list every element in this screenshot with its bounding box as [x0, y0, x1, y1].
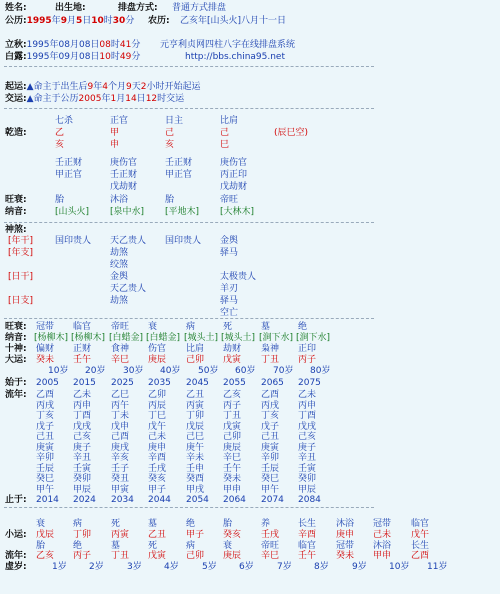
dayun-liunian: 甲辰 — [73, 484, 92, 495]
dayun-liunian: 庚辰 — [223, 442, 242, 453]
dayun-liunian: 辛酉 — [148, 453, 167, 463]
dayun-liunian: 丙戌 — [36, 400, 55, 411]
dayun-liunian: 庚戌 — [111, 442, 130, 453]
dayun-end: 2074 — [261, 495, 284, 505]
dayun-age: 50岁 — [198, 366, 219, 376]
dayun-liunian: 己卯 — [223, 432, 242, 442]
jiaoyun-row: 交运:▲命主于公历2005年1月14日12时交运 — [5, 94, 185, 104]
xiaoyun-wangshuai2: 帝旺 — [261, 541, 280, 551]
nayin-label: 纳音: — [5, 207, 27, 217]
xiaoyun-wangshuai: 临官 — [411, 519, 430, 529]
dayun-liunian: 丙申 — [73, 400, 92, 411]
xiaoyun-wangshuai: 病 — [73, 519, 83, 529]
pillar-gan: 甲 — [110, 128, 120, 138]
shensha-key: [日支] — [8, 296, 34, 306]
dayun-nayin: [杨柳木] — [71, 333, 106, 343]
gongli-year: 1995 — [26, 16, 52, 26]
bullet-icon: ▲ — [26, 82, 34, 92]
dayun-liunian: 癸亥 — [148, 474, 167, 484]
shensha-item: 太极贵人 — [220, 272, 257, 282]
dayun-liunian: 壬寅 — [298, 463, 317, 474]
xiaoyun-xusui: 7岁 — [277, 562, 292, 572]
dayun-liunian: 丙寅 — [186, 400, 205, 411]
dayun-liunian: 乙未 — [73, 390, 92, 400]
dayun-liunian: 丁卯 — [186, 411, 205, 421]
method-label: 排盘方式: — [118, 3, 158, 13]
dayun-wangshuai: 病 — [186, 322, 196, 332]
dayun-liunian: 辛未 — [186, 453, 205, 463]
dayun-liunian: 己酉 — [111, 432, 130, 442]
dayun-start: 2075 — [298, 378, 321, 388]
dayun-start: 2055 — [223, 378, 246, 388]
xiaoyun-ganzhi: 丁卯 — [73, 530, 92, 540]
divider — [4, 318, 374, 319]
xiaoyun-wangshuai2: 沐浴 — [373, 541, 392, 551]
pillar-canggan: 庚伤官 — [220, 158, 248, 168]
xiaoyun-liunian: 戊寅 — [148, 551, 167, 561]
xiaoyun-xusui: 6岁 — [239, 562, 254, 572]
dayun-liunian: 丁亥 — [36, 411, 55, 421]
xiaoyun-wangshuai2: 绝 — [73, 541, 83, 551]
pillar-canggan: 壬正财 — [55, 158, 83, 168]
dayun-nayin: [白蜡金] — [109, 333, 144, 343]
dayun-age: 10岁 — [48, 366, 69, 376]
dayun-start: 2025 — [111, 378, 134, 388]
dayun-liunian: 甲辰 — [298, 484, 317, 495]
pillar-canggan: 甲正官 — [55, 170, 83, 180]
xiaoyun-wangshuai: 养 — [261, 519, 271, 529]
xiaoyun-wangshuai2: 胎 — [36, 541, 46, 551]
pillar-gan: 己 — [165, 128, 175, 138]
nongli-label: 农历: — [148, 16, 170, 26]
xiaoyun-xusui: 3岁 — [127, 562, 142, 572]
dayun-liunian: 戊子 — [261, 421, 280, 432]
dayun-ganzhi: 辛巳 — [111, 355, 130, 365]
dayun-liunian: 辛巳 — [223, 453, 242, 463]
dayun-liunian: 戊午 — [148, 421, 167, 432]
xiaoyun-wangshuai2: 冠带 — [336, 541, 355, 551]
dayun-shishen: 正印 — [298, 344, 317, 354]
dayun-liunian: 乙巳 — [111, 390, 130, 400]
dayun-liunian-label: 流年: — [5, 390, 27, 400]
dayun-ganzhi: 壬午 — [73, 355, 92, 365]
xiaoyun-liunian: 庚辰 — [223, 551, 242, 561]
dayun-ganzhi-label: 大运: — [5, 355, 27, 365]
dayun-age: 60岁 — [235, 366, 256, 376]
dayun-ganzhi: 丙子 — [298, 355, 317, 365]
dayun-liunian: 癸巳 — [261, 474, 280, 484]
shensha-item: 国印贵人 — [165, 236, 202, 246]
xiaoyun-liunian: 丁丑 — [111, 551, 130, 561]
dayun-liunian: 己亥 — [298, 432, 317, 442]
dayun-start: 2035 — [148, 378, 171, 388]
dayun-liunian: 戊戌 — [73, 421, 92, 432]
dayun-liunian: 甲申 — [223, 484, 242, 495]
pillar-canggan: 戊劫财 — [220, 182, 248, 192]
dayun-liunian: 癸巳 — [36, 474, 55, 484]
dayun-age: 80岁 — [310, 366, 331, 376]
dayun-nayin: [涧下水] — [296, 333, 331, 343]
dayun-wangshuai: 衰 — [148, 322, 158, 332]
qianzao-label: 乾造: — [5, 128, 27, 138]
xiaoyun-ganzhi: 己未 — [373, 530, 392, 540]
xiaoyun-wangshuai: 胎 — [223, 519, 233, 529]
xiaoyun-wangshuai: 沐浴 — [336, 519, 355, 529]
dayun-liunian: 戊申 — [111, 421, 130, 432]
pillar-wangshuai: 沐浴 — [110, 195, 129, 205]
dayun-start: 2065 — [261, 378, 284, 388]
dayun-liunian: 壬申 — [186, 463, 205, 474]
pillar-shishen: 正官 — [110, 116, 129, 126]
pillar-shishen: 日主 — [165, 116, 184, 126]
shensha-item: 天乙贵人 — [110, 236, 147, 246]
dayun-ganzhi: 戊寅 — [223, 355, 242, 365]
dayun-shishen: 劫财 — [223, 344, 242, 354]
xiaoyun-liunian: 甲申 — [373, 551, 392, 561]
dayun-liunian: 丙戌 — [261, 400, 280, 411]
dayun-liunian: 丙申 — [298, 400, 317, 411]
qiyun-row: 起运:▲命主于出生后9年4个月9天2小时开始起运 — [5, 82, 201, 92]
dayun-liunian: 甲午 — [261, 484, 280, 495]
dayun-liunian: 壬戌 — [148, 463, 167, 474]
dayun-nayin: [白蜡金] — [146, 333, 181, 343]
xiaoyun-ganzhi: 癸亥 — [223, 530, 242, 540]
dayun-liunian: 辛丑 — [73, 453, 92, 463]
dayun-ganzhi: 癸未 — [36, 355, 55, 365]
dayun-wangshuai: 冠带 — [36, 322, 55, 332]
xiaoyun-wangshuai: 死 — [111, 519, 121, 529]
dayun-shishen: 正财 — [73, 344, 92, 354]
dayun-liunian: 丁丑 — [223, 411, 242, 421]
xiaoyun-wangshuai: 冠带 — [373, 519, 392, 529]
dayun-liunian: 乙丑 — [186, 390, 205, 400]
xiaoyun-wangshuai: 墓 — [148, 519, 158, 529]
dayun-liunian: 己丑 — [261, 432, 280, 442]
dayun-liunian: 丙午 — [111, 400, 130, 411]
dayun-liunian: 戊辰 — [186, 421, 205, 432]
dayun-liunian: 己丑 — [36, 432, 55, 442]
xiaoyun-xusui: 4岁 — [164, 562, 179, 572]
dayun-liunian: 壬辰 — [261, 463, 280, 474]
dayun-end: 2014 — [36, 495, 59, 505]
xiaoyun-ganzhi: 戊午 — [411, 530, 430, 540]
dayun-liunian: 丁酉 — [298, 411, 317, 421]
dayun-liunian: 辛亥 — [111, 453, 130, 463]
xiaoyun-liunian: 辛巳 — [261, 551, 280, 561]
pillar-zhi: 亥 — [55, 140, 65, 150]
shensha-item: 金舆 — [220, 236, 239, 246]
dayun-liunian: 乙未 — [298, 390, 317, 400]
dayun-start: 2015 — [73, 378, 96, 388]
dayun-wangshuai: 临官 — [73, 322, 92, 332]
shensha-item: 金舆 — [110, 272, 129, 282]
pillar-gan: 乙 — [55, 128, 65, 138]
dayun-liunian: 戊子 — [36, 421, 55, 432]
xiaoyun-liunian: 丙子 — [73, 551, 92, 561]
shensha-item: 天乙贵人 — [110, 284, 147, 294]
xiaoyun-ganzhi: 辛酉 — [298, 530, 317, 540]
dayun-liunian: 庚寅 — [261, 442, 280, 453]
dayun-nayin: [城头土] — [184, 333, 219, 343]
dayun-liunian: 戊寅 — [223, 421, 242, 432]
pillar-gan: 己 — [220, 128, 230, 138]
pillar-wangshuai: 胎 — [55, 195, 65, 205]
xiaoyun-xusui: 11岁 — [427, 562, 448, 572]
dayun-end: 2044 — [148, 495, 171, 505]
dayun-liunian: 癸丑 — [111, 474, 130, 484]
dayun-liunian: 己巳 — [186, 432, 205, 442]
dayun-wangshuai: 墓 — [261, 322, 271, 332]
dayun-liunian: 壬寅 — [73, 463, 92, 474]
pillar-zhi: 申 — [110, 140, 120, 150]
dayun-liunian: 甲寅 — [111, 484, 130, 495]
xiaoyun-wangshuai2: 临官 — [298, 541, 317, 551]
divider — [4, 108, 374, 109]
pillar-shishen: 比肩 — [220, 116, 239, 126]
xiaoyun-ganzhi: 戊辰 — [36, 530, 55, 540]
dayun-wangshuai: 绝 — [298, 322, 308, 332]
name-label: 姓名: — [5, 3, 27, 13]
dayun-liunian: 丁酉 — [73, 411, 92, 421]
site-name: 元亨利贞网四柱八字在线排盘系统 — [160, 40, 296, 50]
dayun-nayin: [涧下水] — [259, 333, 294, 343]
dayun-shishen: 食神 — [111, 344, 130, 354]
dayun-liunian: 己未 — [148, 432, 167, 442]
dayun-age: 70岁 — [273, 366, 294, 376]
xiaoyun-wangshuai2: 死 — [148, 541, 158, 551]
shensha-key: [年支] — [8, 248, 34, 258]
method-value: 普通方式排盘 — [172, 3, 227, 13]
xiaoyun-wangshuai2: 长生 — [411, 541, 430, 551]
pillar-canggan: 壬正财 — [165, 158, 193, 168]
nongli-value: 乙亥年[山头火]八月十一日 — [180, 16, 287, 26]
dayun-nayin-label: 纳音: — [5, 333, 27, 343]
shensha-item: 绞煞 — [110, 260, 129, 270]
dayun-age: 20岁 — [85, 366, 106, 376]
shensha-item: 羊刃 — [220, 284, 239, 294]
xiaoyun-ganzhi: 庚申 — [336, 530, 355, 540]
pillar-nayin: [平地木] — [165, 207, 200, 217]
xiaoyun-liunian: 壬午 — [298, 551, 317, 561]
divider — [4, 507, 374, 508]
dayun-liunian: 庚子 — [73, 442, 92, 453]
dayun-end-label: 止于: — [5, 495, 27, 505]
shensha-key: [日干] — [8, 272, 34, 282]
shensha-item: 空亡 — [220, 308, 239, 318]
divider — [4, 222, 374, 223]
pillar-canggan: 戊劫财 — [110, 182, 138, 192]
xiaoyun-ganzhi: 乙丑 — [148, 530, 167, 540]
dayun-start: 2005 — [36, 378, 59, 388]
shensha-item: 劫煞 — [110, 296, 129, 306]
birthplace-label: 出生地: — [55, 3, 86, 13]
dayun-nayin: [杨柳木] — [34, 333, 69, 343]
xiaoyun-wangshuai: 长生 — [298, 519, 317, 529]
dayun-liunian: 癸未 — [223, 474, 242, 484]
dayun-shishen: 伤官 — [148, 344, 167, 354]
wangshuai-label: 旺衰: — [5, 195, 27, 205]
dayun-end: 2084 — [298, 495, 321, 505]
pillar-nayin: [山头火] — [55, 207, 90, 217]
dayun-liunian: 癸卯 — [73, 474, 92, 484]
xiaoyun-liunian-label: 流年: — [5, 551, 27, 561]
dayun-liunian: 庚寅 — [36, 442, 55, 453]
shensha-item: 驿马 — [220, 248, 239, 258]
xiaoyun-xusui: 8岁 — [314, 562, 329, 572]
pillar-canggan: 壬正财 — [110, 170, 138, 180]
shensha-item: 国印贵人 — [55, 236, 92, 246]
dayun-liunian: 甲子 — [148, 484, 167, 495]
dayun-wangshuai-label: 旺衰: — [5, 322, 27, 332]
gongli-row: 公历:1995年9月5日10时30分 — [5, 16, 135, 26]
dayun-liunian: 己亥 — [73, 432, 92, 442]
pillar-nayin: [泉中水] — [110, 207, 145, 217]
dayun-liunian: 乙酉 — [36, 390, 55, 400]
dayun-wangshuai: 帝旺 — [111, 322, 130, 332]
dayun-end: 2024 — [73, 495, 96, 505]
xiaoyun-xusui: 5岁 — [202, 562, 217, 572]
dayun-liunian: 壬辰 — [36, 463, 55, 474]
xiaoyun-xusui: 10岁 — [389, 562, 410, 572]
pillar-zhi: 巳 — [220, 140, 230, 150]
xiaoyun-ganzhi: 丙寅 — [111, 530, 130, 540]
dayun-nayin: [城头土] — [221, 333, 256, 343]
dayun-liunian: 乙亥 — [223, 390, 242, 400]
dayun-liunian: 丙子 — [223, 400, 242, 411]
dayun-liunian: 丁未 — [111, 411, 130, 421]
kongwang-note: (辰巳空) — [274, 128, 309, 138]
dayun-liunian: 丙辰 — [148, 400, 167, 411]
xiaoyun-wangshuai2: 衰 — [223, 541, 233, 551]
xiaoyun-wangshuai: 绝 — [186, 519, 196, 529]
xiaoyun-label: 小运: — [5, 530, 27, 540]
pillar-shishen: 七杀 — [55, 116, 74, 126]
dayun-liunian: 辛卯 — [36, 453, 55, 463]
dayun-end: 2034 — [111, 495, 134, 505]
dayun-liunian: 壬子 — [111, 463, 130, 474]
dayun-liunian: 庚申 — [148, 442, 167, 453]
dayun-liunian: 戊戌 — [298, 421, 317, 432]
shensha-label: 神煞: — [5, 225, 27, 235]
dayun-liunian: 乙卯 — [148, 390, 167, 400]
shensha-item: 驿马 — [220, 296, 239, 306]
bullet-icon: ▲ — [26, 94, 34, 104]
dayun-wangshuai: 死 — [223, 322, 233, 332]
site-url-link[interactable]: http://bbs.china95.net — [185, 52, 286, 62]
shensha-key: [年干] — [8, 236, 34, 246]
dayun-liunian: 甲午 — [36, 484, 55, 495]
xiaoyun-wangshuai: 衰 — [36, 519, 46, 529]
liqiu-row: 立秋:1995年08月08日08时41分 — [5, 40, 141, 50]
xiaoyun-wangshuai2: 墓 — [111, 541, 121, 551]
dayun-shishen-label: 十神: — [5, 344, 27, 354]
pillar-canggan: 丙正印 — [220, 170, 248, 180]
dayun-liunian: 庚子 — [298, 442, 317, 453]
dayun-liunian: 癸酉 — [186, 474, 205, 484]
pillar-canggan: 甲正官 — [165, 170, 193, 180]
divider — [4, 66, 374, 67]
xiaoyun-liunian: 乙亥 — [36, 551, 55, 561]
dayun-start-label: 始于: — [5, 378, 27, 388]
gongli-label: 公历: — [5, 16, 27, 26]
dayun-liunian: 丁亥 — [261, 411, 280, 421]
xiaoyun-liunian: 己卯 — [186, 551, 205, 561]
dayun-liunian: 甲戌 — [186, 484, 205, 495]
xiaoyun-xusui: 9岁 — [352, 562, 367, 572]
dayun-liunian: 丁巳 — [148, 411, 167, 421]
dayun-age: 30岁 — [123, 366, 144, 376]
pillar-wangshuai: 胎 — [165, 195, 175, 205]
dayun-start: 2045 — [186, 378, 209, 388]
xiaoyun-liunian: 乙酉 — [411, 551, 430, 561]
dayun-end: 2064 — [223, 495, 246, 505]
xiaoyun-xusui: 1岁 — [52, 562, 67, 572]
dayun-ganzhi: 己卯 — [186, 355, 205, 365]
dayun-shishen: 比肩 — [186, 344, 205, 354]
pillar-zhi: 亥 — [165, 140, 175, 150]
dayun-liunian: 乙酉 — [261, 390, 280, 400]
pillar-canggan: 庚伤官 — [110, 158, 138, 168]
dayun-ganzhi: 庚辰 — [148, 355, 167, 365]
bailu-row: 白露:1995年09月08日10时49分 — [5, 52, 141, 62]
dayun-shishen: 偏财 — [36, 344, 55, 354]
dayun-end: 2054 — [186, 495, 209, 505]
xiaoyun-liunian: 癸未 — [336, 551, 355, 561]
dayun-liunian: 辛丑 — [298, 453, 317, 463]
shensha-item: 劫煞 — [110, 248, 129, 258]
xiaoyun-ganzhi: 甲子 — [186, 530, 205, 540]
xiaoyun-wangshuai2: 病 — [186, 541, 196, 551]
dayun-liunian: 辛卯 — [261, 453, 280, 463]
xusui-label: 虚岁: — [5, 562, 27, 572]
dayun-liunian: 壬午 — [223, 463, 242, 474]
xiaoyun-ganzhi: 壬戌 — [261, 530, 280, 540]
dayun-liunian: 庚午 — [186, 442, 205, 453]
dayun-liunian: 癸卯 — [298, 474, 317, 484]
dayun-ganzhi: 丁丑 — [261, 355, 280, 365]
dayun-age: 40岁 — [160, 366, 181, 376]
dayun-shishen: 枭神 — [261, 344, 280, 354]
pillar-nayin: [大林木] — [220, 207, 255, 217]
pillar-wangshuai: 帝旺 — [220, 195, 239, 205]
xiaoyun-xusui: 2岁 — [89, 562, 104, 572]
